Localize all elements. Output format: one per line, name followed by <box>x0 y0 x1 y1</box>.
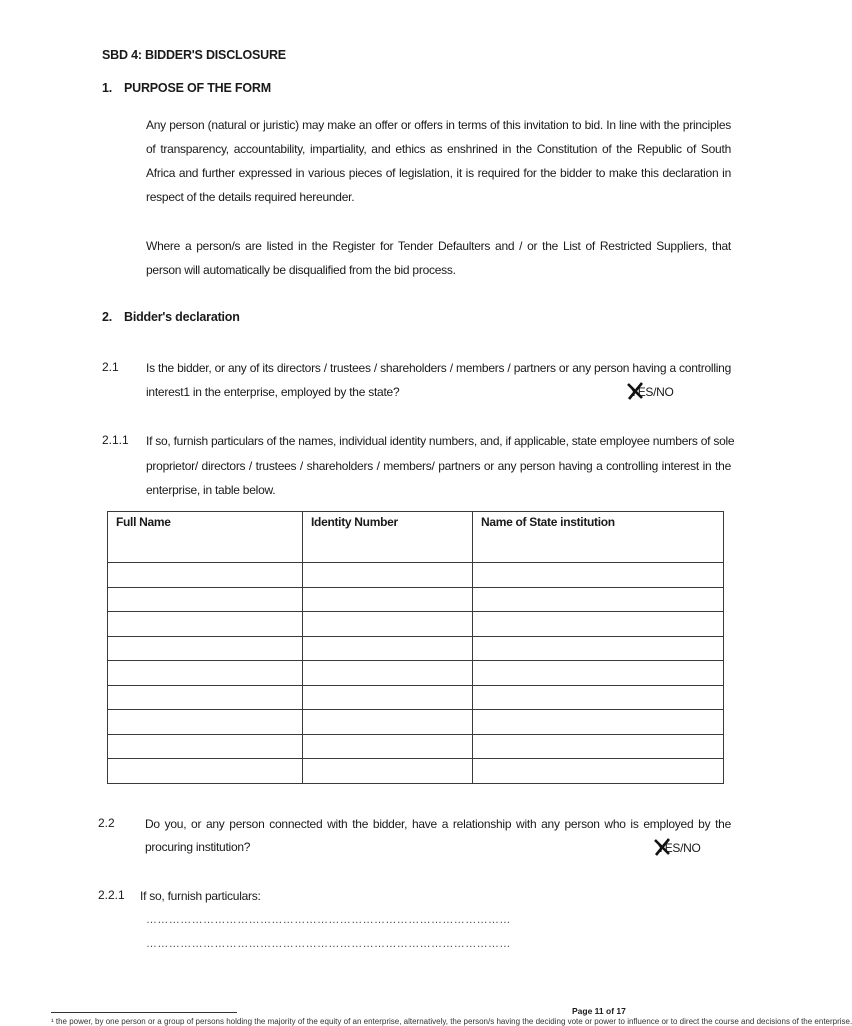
full-name-cell[interactable] <box>108 636 303 661</box>
identity-number-cell[interactable] <box>303 710 473 735</box>
identity-number-cell[interactable] <box>303 636 473 661</box>
question-2-1-text-line-2: interest1 in the enterprise, employed by the state? <box>146 385 400 399</box>
identity-number-cell[interactable] <box>303 661 473 686</box>
state-institution-cell[interactable] <box>473 563 724 588</box>
state-employee-table <box>107 511 724 784</box>
question-2-2-number: 2.2 <box>98 816 115 830</box>
cross-mark-icon <box>627 382 643 400</box>
section-2-heading: Bidder's declaration <box>124 310 240 324</box>
state-institution-cell[interactable] <box>473 661 724 686</box>
cross-mark-icon <box>654 838 670 856</box>
question-2-1-1-text-line-2: proprietor/ directors / trustees / shareholders / members/ partners or any person having a controlling interest in the <box>146 459 731 473</box>
purpose-paragraph-2: Where a person/s are listed in the Register for Tender Defaulters and / or the List of Restricted Suppliers, that person will automatically be disqualified from the bid process. <box>146 239 731 277</box>
yes-no-separator: / <box>680 841 684 855</box>
particulars-answer-line-1[interactable]: …………………………………………………………………………………… <box>146 914 511 926</box>
table-header-row <box>108 512 724 563</box>
full-name-cell[interactable] <box>108 685 303 710</box>
full-name-cell[interactable] <box>108 710 303 735</box>
table-row <box>108 612 724 637</box>
question-2-2-text-line-1: Do you, or any person connected with the bidder, have a relationship with any person who is employed by the <box>145 817 731 831</box>
question-2-2-text-line-2: procuring institution? <box>145 840 251 854</box>
state-institution-cell[interactable] <box>473 759 724 784</box>
question-2-1-number: 2.1 <box>102 360 119 374</box>
question-2-2-yes-no[interactable] <box>657 841 701 855</box>
question-2-1-yes-no[interactable] <box>630 385 674 399</box>
footnote-text: ¹ the power, by one person or a group of persons holding the majority of the equity of an enterprise, alternatively, the person/s having the deciding vote or power to influence or to direct the course and decisions of the enterprise. <box>51 1017 852 1026</box>
yes-option: YES <box>630 385 654 399</box>
question-2-1-text-line-1: Is the bidder, or any of its directors / trustees / shareholders / members / partners or any person having a controlling <box>146 361 731 375</box>
identity-number-cell[interactable] <box>303 685 473 710</box>
particulars-answer-line-2[interactable]: …………………………………………………………………………………… <box>146 938 511 950</box>
question-2-2-1-text: If so, furnish particulars: <box>140 889 261 903</box>
table-row <box>108 710 724 735</box>
no-option: NO <box>683 841 701 855</box>
footnote-divider <box>51 1012 237 1013</box>
purpose-paragraph-1: Any person (natural or juristic) may make an offer or offers in terms of this invitation to bid. In line with the principles of transparency, accountability, impartiality, and ethics as enshrined in the Constitution of the Republic of South Africa and further expressed in various pieces of legislation, it is required for the bidder to make this declaration in respect of the details required hereunder. <box>146 118 731 204</box>
section-1-heading: PURPOSE OF THE FORM <box>124 81 271 95</box>
identity-number-cell[interactable] <box>303 587 473 612</box>
state-institution-cell[interactable] <box>473 612 724 637</box>
full-name-cell[interactable] <box>108 661 303 686</box>
state-institution-cell[interactable] <box>473 636 724 661</box>
state-institution-cell[interactable] <box>473 587 724 612</box>
state-institution-cell[interactable] <box>473 710 724 735</box>
full-name-cell[interactable] <box>108 759 303 784</box>
table-row <box>108 636 724 661</box>
identity-number-cell[interactable] <box>303 759 473 784</box>
table-row <box>108 587 724 612</box>
full-name-cell[interactable] <box>108 587 303 612</box>
full-name-cell[interactable] <box>108 563 303 588</box>
table-row <box>108 661 724 686</box>
identity-number-cell[interactable] <box>303 563 473 588</box>
identity-number-cell[interactable] <box>303 612 473 637</box>
full-name-cell[interactable] <box>108 734 303 759</box>
table-header-identity-number: Identity Number <box>303 512 473 563</box>
table-header-state-institution: Name of State institution <box>473 512 724 563</box>
question-2-1-1-text-line-1: If so, furnish particulars of the names, individual identity numbers, and, if applicable, state employee numbers of sole <box>146 434 735 448</box>
section-2-number: 2. <box>102 310 113 324</box>
no-option: NO <box>656 385 674 399</box>
table-header-full-name: Full Name <box>108 512 303 563</box>
identity-number-cell[interactable] <box>303 734 473 759</box>
state-institution-cell[interactable] <box>473 685 724 710</box>
table-row <box>108 734 724 759</box>
question-2-1-1-number: 2.1.1 <box>102 433 129 447</box>
table-row <box>108 759 724 784</box>
question-2-2-1-number: 2.2.1 <box>98 888 125 902</box>
table-row <box>108 563 724 588</box>
form-title: SBD 4: BIDDER'S DISCLOSURE <box>102 48 286 62</box>
page-number: Page 11 of 17 <box>572 1006 626 1016</box>
section-1-number: 1. <box>102 81 113 95</box>
state-institution-cell[interactable] <box>473 734 724 759</box>
question-2-1-1-text-line-3: enterprise, in table below. <box>146 483 276 497</box>
yes-option: YES <box>657 841 681 855</box>
full-name-cell[interactable] <box>108 612 303 637</box>
yes-no-separator: / <box>653 385 657 399</box>
table-row <box>108 685 724 710</box>
